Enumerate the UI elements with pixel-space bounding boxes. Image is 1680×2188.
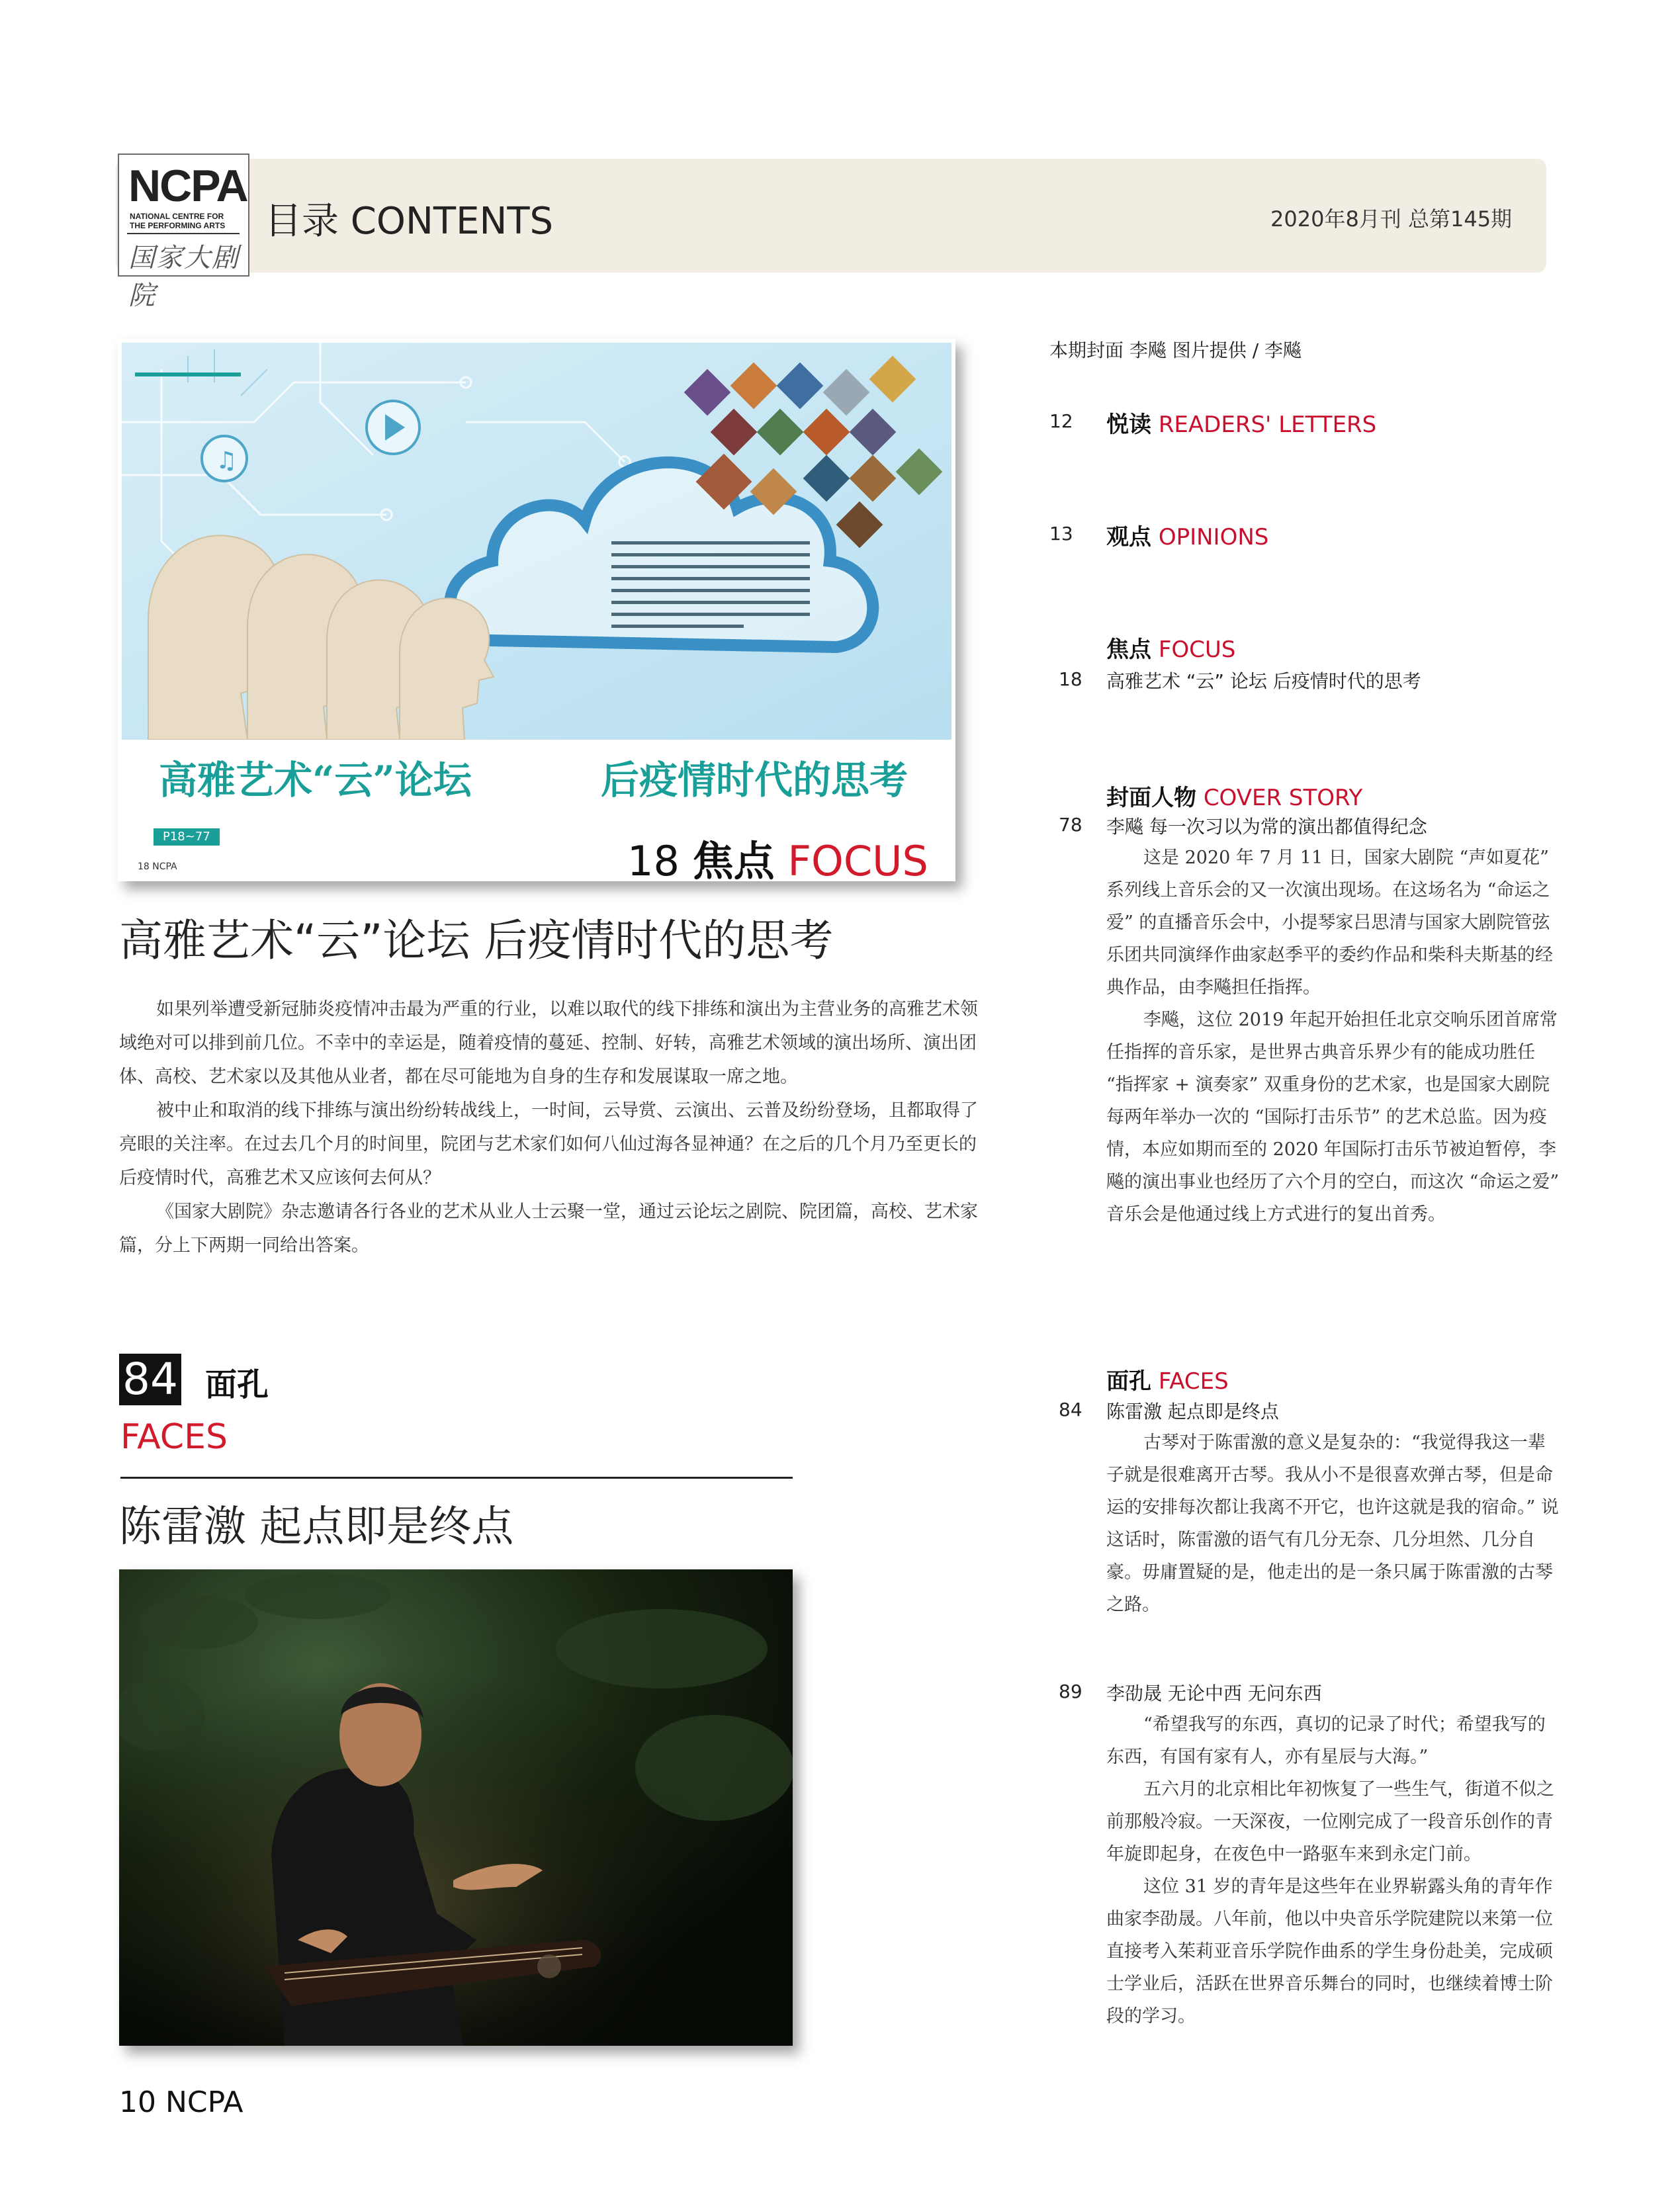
- toc-page-number: 78: [1059, 814, 1083, 836]
- focus-paragraph: 被中止和取消的线下排练与演出纷纷转战线上，一时间，云导赏、云演出、云普及纷纷登场，且都取得了亮眼的关注率。在过去几个月的时间里，院团与艺术家们如何八仙过海各显神通？在之后的几个月乃至更长的后疫情时代，高雅艺术又应该何去何从？: [119, 1100, 978, 1188]
- image-page-tag: P18~77: [154, 828, 220, 846]
- faces-photo[interactable]: [119, 1569, 793, 2046]
- logo-subtitle: NATIONAL CENTRE FOR THE PERFORMING ARTS: [130, 212, 226, 230]
- li-jinsheng-summary: [1106, 1708, 1563, 2033]
- toc-entry-faces[interactable]: 陈雷激 起点即是终点: [1106, 1401, 1279, 1422]
- focus-overlay-cn: 焦点: [692, 837, 775, 881]
- toc-page-number: 84: [1059, 1399, 1083, 1421]
- toc-entry-li-jinsheng[interactable]: 李劭晟 无论中西 无问东西: [1106, 1683, 1322, 1704]
- image-folio: 18 NCPA: [138, 861, 177, 872]
- image-banner-left: 高雅艺术“云”论坛: [159, 758, 472, 803]
- toc-section-focus: 焦点 FOCUS: [1106, 636, 1236, 663]
- faces-summary: [1106, 1426, 1563, 1621]
- issue-info: 2020年8月刊 总第145期: [1270, 206, 1513, 232]
- summary-paragraph: 古琴对于陈雷激的意义是复杂的：“我觉得我这一辈子就是很难离开古琴。我从小不是很喜欢弹古琴，但是命运的安排每次都让我离不开它，也许这就是我的宿命。” 说这话时，陈雷激的语气有几分无奈、几分坦然、几分自豪。毋庸置疑的是，他走出的是一条只属于陈雷激的古琴之路。: [1106, 1432, 1559, 1615]
- focus-overlay-num: 18: [627, 837, 680, 881]
- faces-divider: [120, 1477, 793, 1479]
- toc-entry-focus[interactable]: 高雅艺术 “云” 论坛 后疫情时代的思考: [1106, 670, 1421, 692]
- focus-illustration: [122, 343, 951, 740]
- svg-text:♫: ♫: [216, 447, 238, 474]
- ncpa-logo[interactable]: [118, 153, 249, 311]
- summary-paragraph: 五六月的北京相比年初恢复了一些生气，街道不似之前那般冷寂。一天深夜，一位刚完成了一段音乐创作的青年旋即起身，在夜色中一路驱车来到永定门前。: [1106, 1779, 1554, 1864]
- focus-heading: 高雅艺术“云”论坛 后疫情时代的思考: [119, 915, 834, 966]
- cover-story-summary: [1106, 842, 1563, 1231]
- faces-section-en: FACES: [120, 1417, 228, 1457]
- logo-divider: [127, 233, 240, 234]
- toc-page-number: 18: [1059, 668, 1083, 690]
- page-folio: 10 NCPA: [119, 2085, 243, 2119]
- toc-entry-cover-story[interactable]: 李飚 每一次习以为常的演出都值得纪念: [1106, 816, 1427, 838]
- toc-section-faces: 面孔 FACES: [1106, 1368, 1229, 1395]
- logo-wordmark: NCPA: [128, 161, 247, 211]
- summary-paragraph: 这位 31 岁的青年是这些年在业界崭露头角的青年作曲家李劭晟。八年前，他以中央音乐学院建院以来第一位直接考入茱莉亚音乐学院作曲系的学生身份赴美，完成硕士学业后，活跃在世界音乐舞台的同时，也继续着博士阶段的学习。: [1106, 1876, 1553, 2027]
- focus-paragraph: 如果列举遭受新冠肺炎疫情冲击最为严重的行业，以难以取代的线下排练和演出为主营业务的高雅艺术领域绝对可以排到前几位。不幸中的幸运是，随着疫情的蔓延、控制、好转，高雅艺术领域的演出场所、演出团体、高校、艺术家以及其他从业者，都在尽可能地为自身的生存和发展谋取一席之地。: [119, 999, 978, 1087]
- toc-entry-opinions[interactable]: 观点 OPINIONS: [1106, 524, 1269, 550]
- summary-paragraph: 李飚，这位 2019 年起开始担任北京交响乐团首席常任指挥的音乐家，是世界古典音乐界少有的能成功胜任 “指挥家 + 演奏家” 双重身份的艺术家，也是国家大剧院每两年举办一次的 “国际打击乐节” 的艺术总监。因为疫情，本应如期而至的 2020 年国际打击乐节被迫暂停，李飚的演出事业也经历了六个月的空白，而这次 “命运之爱” 音乐会是他通过线上方式进行的复出首秀。: [1106, 1010, 1560, 1225]
- toc-page-number: 13: [1049, 523, 1073, 545]
- focus-overlay-en: FOCUS: [787, 837, 928, 881]
- focus-paragraph: 《国家大剧院》杂志邀请各行各业的艺术从业人士云聚一堂，通过云论坛之剧院、院团篇，高校、艺术家篇，分上下两期一同给出答案。: [119, 1202, 978, 1256]
- faces-section-cn: 面孔: [205, 1366, 269, 1403]
- faces-page-number: 84: [119, 1354, 181, 1405]
- focus-body: [119, 992, 993, 1262]
- toc-section-cover-story: 封面人物 COVER STORY: [1106, 785, 1363, 811]
- toc-page-number: 89: [1059, 1681, 1083, 1702]
- image-banner-right: 后疫情时代的思考: [601, 758, 908, 803]
- focus-overlay-label: [627, 828, 928, 881]
- summary-paragraph: 这是 2020 年 7 月 11 日，国家大剧院 “声如夏花” 系列线上音乐会的又一次演出现场。在这场名为 “命运之爱” 的直播音乐会中，小提琴家吕思清与国家大剧院管弦乐团共同演绎作曲家赵季平的委约作品和柴科夫斯基的经典作品，由李飚担任指挥。: [1106, 848, 1553, 998]
- logo-chinese: 国家大剧院: [128, 243, 240, 311]
- focus-feature-image[interactable]: [118, 339, 955, 881]
- cover-credit: 本期封面 李飚 图片提供 / 李飚: [1049, 339, 1302, 361]
- toc-page-number: 12: [1049, 410, 1073, 432]
- contents-title: 目录 CONTENTS: [265, 200, 554, 243]
- guqin-player-photo: [119, 1569, 793, 2046]
- toc-entry-readers[interactable]: 悦读 READERS' LETTERS: [1106, 412, 1377, 438]
- faces-title[interactable]: 陈雷激 起点即是终点: [119, 1503, 514, 1552]
- summary-paragraph: “希望我写的东西，真切的记录了时代；希望我写的东西，有国有家有人，亦有星辰与大海。”: [1106, 1714, 1546, 1767]
